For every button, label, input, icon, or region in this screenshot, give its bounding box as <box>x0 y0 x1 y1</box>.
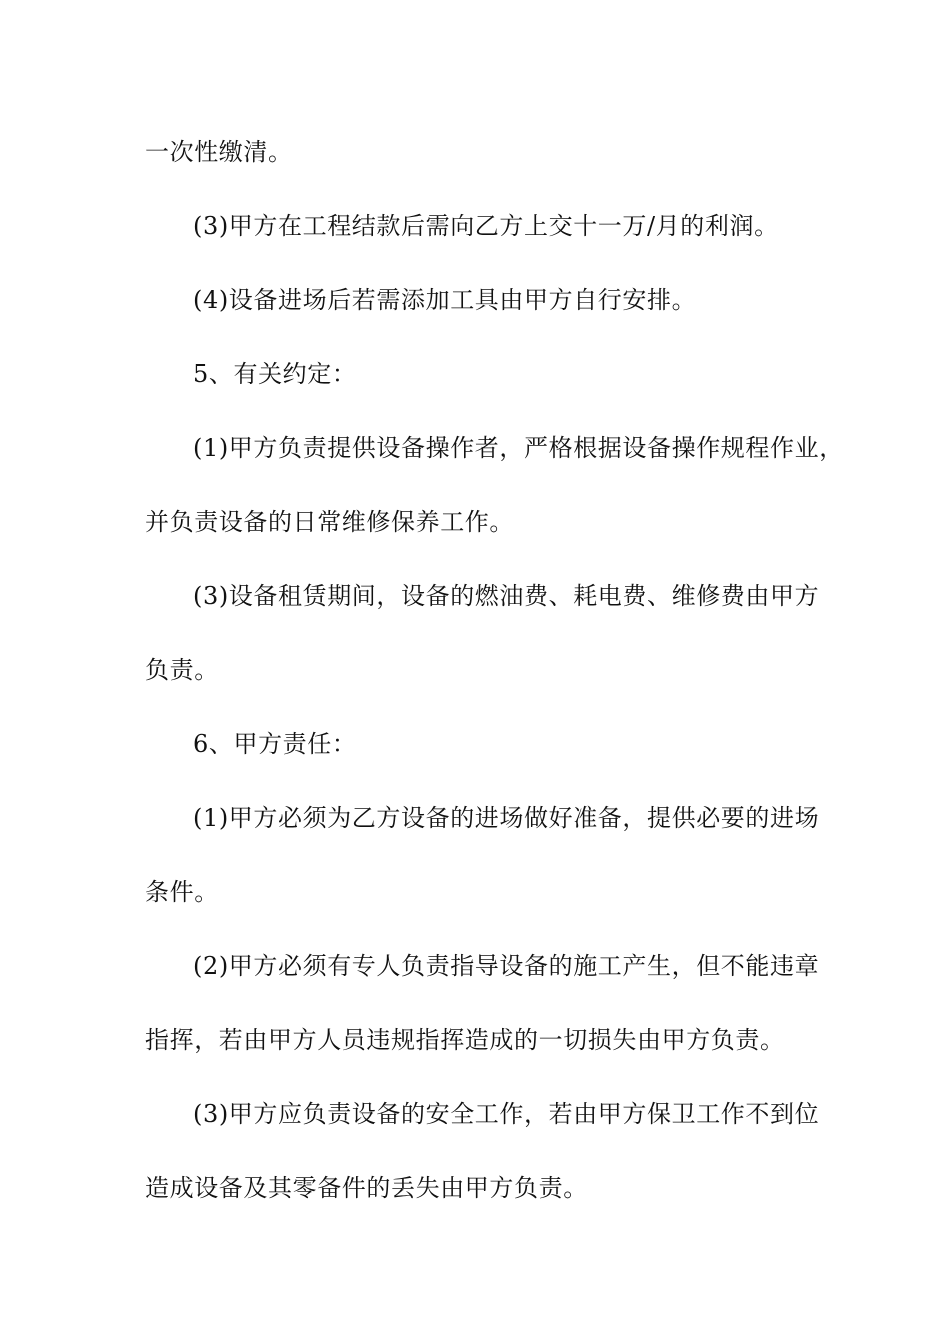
text-line: (3)甲方应负责设备的安全工作，若由甲方保卫工作不到位 <box>193 1100 820 1128</box>
text-line: (1)甲方负责提供设备操作者，严格根据设备操作规程作业， <box>193 434 844 462</box>
text-line: 并负责设备的日常维修保养工作。 <box>145 508 514 536</box>
text-line: 一次性缴清。 <box>145 138 293 166</box>
text-line: 条件。 <box>145 878 219 906</box>
text-line: (3)甲方在工程结款后需向乙方上交十一万/月的利润。 <box>193 212 779 240</box>
section-heading: 6、甲方责任： <box>193 730 357 758</box>
section-heading: 5、有关约定： <box>193 360 357 388</box>
text-line: (2)甲方必须有专人负责指导设备的施工产生，但不能违章 <box>193 952 820 980</box>
text-line: 负责。 <box>145 656 219 684</box>
text-line: (1)甲方必须为乙方设备的进场做好准备，提供必要的进场 <box>193 804 820 832</box>
text-line: 指挥，若由甲方人员违规指挥造成的一切损失由甲方负责。 <box>145 1026 785 1054</box>
text-line: (3)设备租赁期间，设备的燃油费、耗电费、维修费由甲方 <box>193 582 820 610</box>
text-line: 造成设备及其零备件的丢失由甲方负责。 <box>145 1174 588 1202</box>
text-line: (4)设备进场后若需添加工具由甲方自行安排。 <box>193 286 697 314</box>
